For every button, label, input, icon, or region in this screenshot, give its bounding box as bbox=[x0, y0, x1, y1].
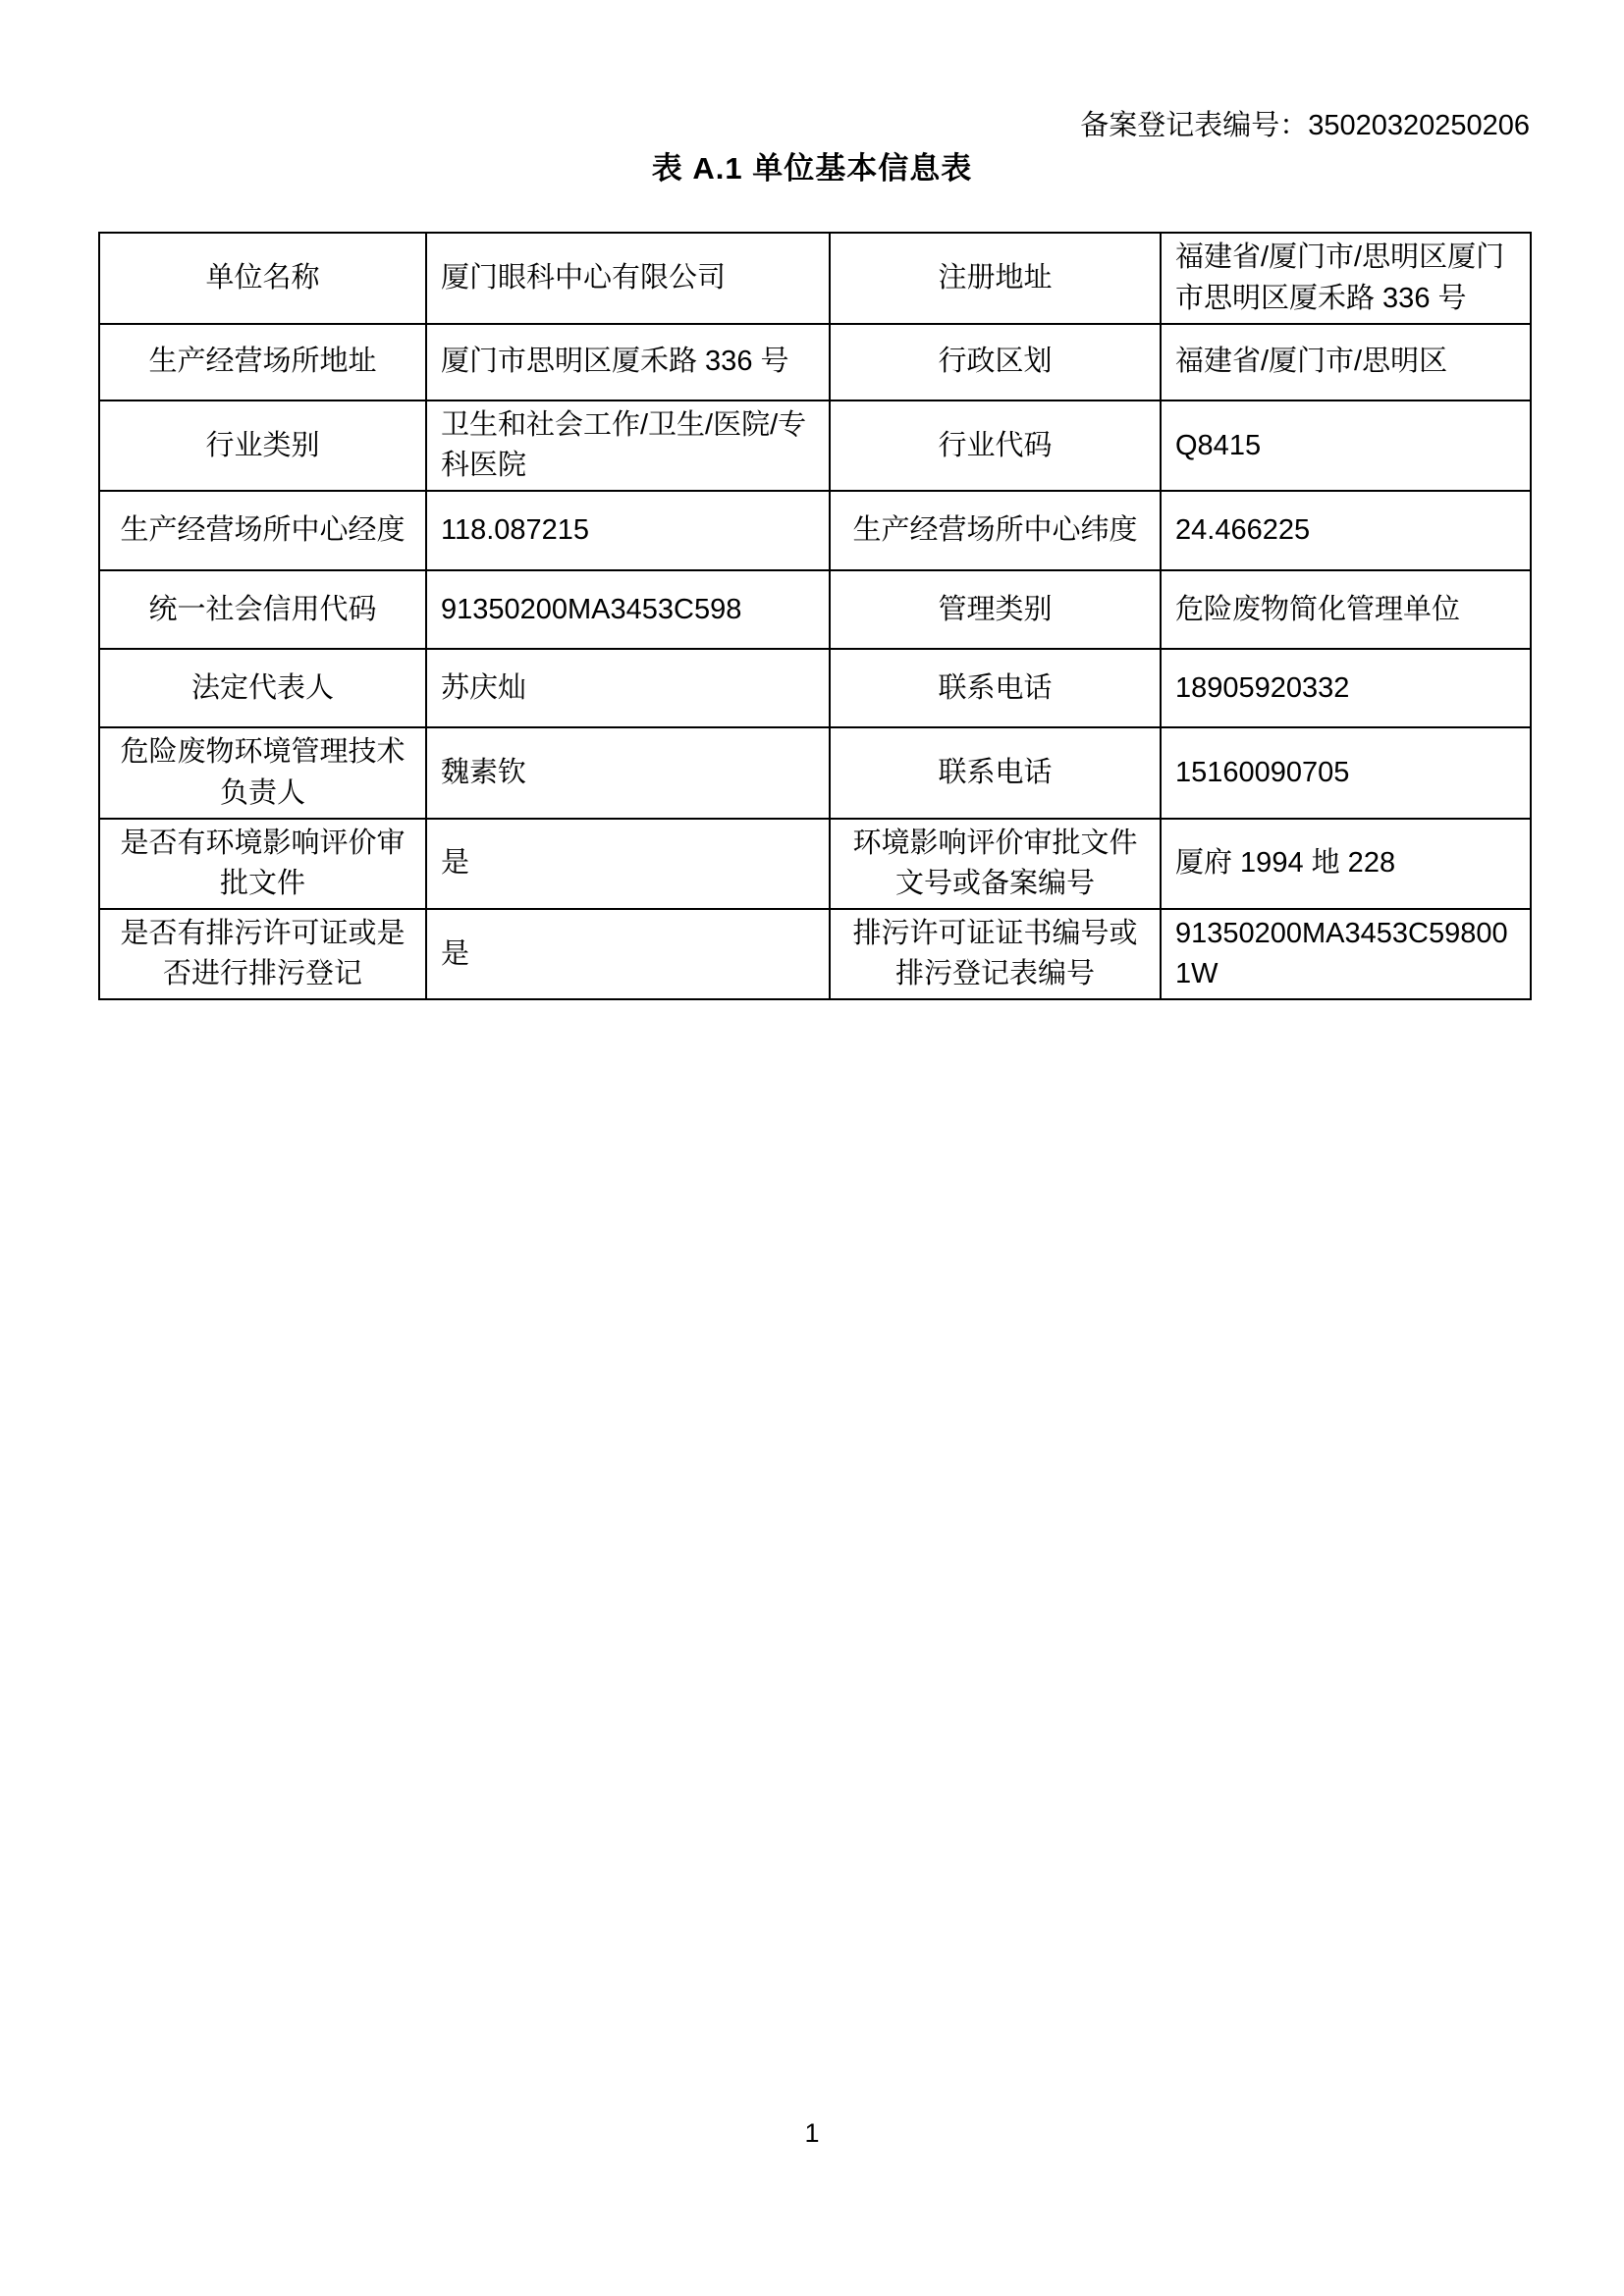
table-row bbox=[99, 324, 1531, 400]
table-row bbox=[99, 909, 1531, 999]
industry-code-label: 行业代码 bbox=[830, 400, 1161, 491]
contact-phone-2-value: 15160090705 bbox=[1161, 727, 1531, 818]
pollution-permit-exists-value: 是 bbox=[426, 909, 830, 999]
industry-category-label: 行业类别 bbox=[99, 400, 426, 491]
eia-approval-exists-label: 是否有环境影响评价审批文件 bbox=[99, 819, 426, 909]
table-row bbox=[99, 233, 1531, 324]
site-center-latitude-value: 24.466225 bbox=[1161, 491, 1531, 570]
table-row bbox=[99, 819, 1531, 909]
production-site-address-value: 厦门市思明区厦禾路 336 号 bbox=[426, 324, 830, 400]
page-number: 1 bbox=[804, 2118, 820, 2148]
table-row bbox=[99, 400, 1531, 491]
legal-representative-label: 法定代表人 bbox=[99, 649, 426, 727]
eia-approval-exists-value: 是 bbox=[426, 819, 830, 909]
pollution-permit-number-value: 91350200MA3453C598001W bbox=[1161, 909, 1531, 999]
registered-address-label: 注册地址 bbox=[830, 233, 1161, 324]
unit-name-value: 厦门眼科中心有限公司 bbox=[426, 233, 830, 324]
eia-doc-number-label: 环境影响评价审批文件文号或备案编号 bbox=[830, 819, 1161, 909]
hazwaste-env-manager-label: 危险废物环境管理技术负责人 bbox=[99, 727, 426, 818]
site-center-latitude-label: 生产经营场所中心纬度 bbox=[830, 491, 1161, 570]
site-center-longitude-value: 118.087215 bbox=[426, 491, 830, 570]
pollution-permit-number-label: 排污许可证证书编号或排污登记表编号 bbox=[830, 909, 1161, 999]
registration-form-number: 备案登记表编号：35020320250206 bbox=[1080, 110, 1530, 141]
table-row bbox=[99, 491, 1531, 570]
legal-representative-value: 苏庆灿 bbox=[426, 649, 830, 727]
production-site-address-label: 生产经营场所地址 bbox=[99, 324, 426, 400]
table-row bbox=[99, 570, 1531, 649]
pollution-permit-exists-label: 是否有排污许可证或是否进行排污登记 bbox=[99, 909, 426, 999]
site-center-longitude-label: 生产经营场所中心经度 bbox=[99, 491, 426, 570]
contact-phone-label: 联系电话 bbox=[830, 649, 1161, 727]
table-row bbox=[99, 727, 1531, 818]
credit-code-label: 统一社会信用代码 bbox=[99, 570, 426, 649]
industry-code-value: Q8415 bbox=[1161, 400, 1531, 491]
registered-address-value: 福建省/厦门市/思明区厦门市思明区厦禾路 336 号 bbox=[1161, 233, 1531, 324]
unit-basic-info-table bbox=[98, 232, 1532, 1000]
admin-division-label: 行政区划 bbox=[830, 324, 1161, 400]
credit-code-value: 91350200MA3453C598 bbox=[426, 570, 830, 649]
contact-phone-2-label: 联系电话 bbox=[830, 727, 1161, 818]
management-category-label: 管理类别 bbox=[830, 570, 1161, 649]
hazwaste-env-manager-value: 魏素钦 bbox=[426, 727, 830, 818]
unit-name-label: 单位名称 bbox=[99, 233, 426, 324]
page-title: 表 A.1 单位基本信息表 bbox=[651, 151, 973, 186]
admin-division-value: 福建省/厦门市/思明区 bbox=[1161, 324, 1531, 400]
table-row bbox=[99, 649, 1531, 727]
eia-doc-number-value: 厦府 1994 地 228 bbox=[1161, 819, 1531, 909]
contact-phone-value: 18905920332 bbox=[1161, 649, 1531, 727]
management-category-value: 危险废物简化管理单位 bbox=[1161, 570, 1531, 649]
industry-category-value: 卫生和社会工作/卫生/医院/专科医院 bbox=[426, 400, 830, 491]
